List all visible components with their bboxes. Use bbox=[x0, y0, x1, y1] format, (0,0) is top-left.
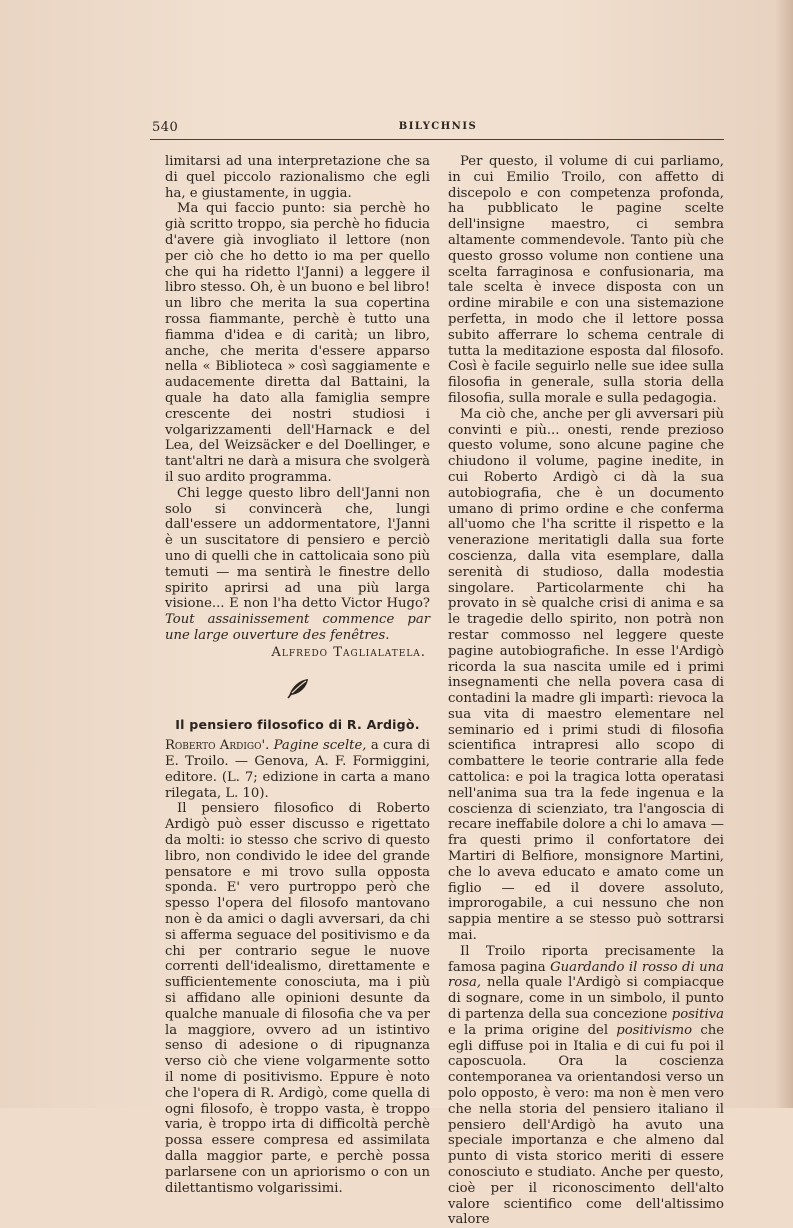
term-italic: positiva bbox=[671, 1007, 724, 1023]
left-column bbox=[165, 154, 430, 1196]
biblio-details: a cura di E. Troilo. — Genova, A. F. Formiggini, editore. (L. 7; edizione in carta a mano rilegata, L. 10). bbox=[165, 738, 431, 801]
biblio-author: Roberto Ardigo'. bbox=[165, 738, 270, 754]
running-title: BILYCHNIS bbox=[398, 121, 478, 132]
page-edge-shadow bbox=[775, 0, 793, 1108]
paragraph bbox=[448, 944, 724, 1228]
paragraph: limitarsi ad una interpretazione che sa di quel piccolo razionalismo che egli ha, e giustamente, in uggia. bbox=[165, 154, 430, 201]
leaf-ornament-icon bbox=[286, 677, 310, 699]
running-header bbox=[152, 120, 724, 140]
quote-italic: Tout assainissement commence par une large ouverture des fenêtres. bbox=[165, 612, 430, 643]
paragraph: Ma ciò che, anche per gli avversari più convinti e più... onesti, rende prezioso questo volume, sono alcune pagine che chiudono il volume, pagine inedite, in cui Roberto Ardigò ci dà la sua autobiografia, che è un documento umano di primo ordine e che conferma all'uomo che l'ha scritte il rispetto e la venerazione meritatigli dalla sua forte coscienza, dalla vita esemplare, dalla serenità di studioso, dalla modestia singolare. Particolarmente chi ha provato in sè qualche crisi di anima e sa le tragedie dello spirito, non potrà non restar commosso nel leggere queste pagine autobiografiche. In esse l'Ardigò ricorda la sua nascita umile ed i primi insegnamenti che nella povera casa di contadini la madre gli impartì: rievoca la sua vita di maestro elementare nel seminario ed i primi studi di filosofia scientifica intrapresi allo scopo di combattere le teorie contrarie alla fede cattolica: e poi la tragica lotta operatasi nell'anima sua tra la fede ingenua e la coscienza di scienziato, tra l'angoscia di recare ineffabile dolore a chi lo amava — fra questi primo il confortatore dei Martiri di Belfiore, monsignore Martini, che lo aveva educato e amato come un figlio — ed il dovere assoluto, improrogabile, a cui nessuno che non sappia mentire a se stesso può sottrarsi mai. bbox=[448, 406, 724, 944]
paragraph-text: che egli diffuse poi in Italia e di cui fu poi il caposcuola. Ora la coscienza contemporanea va orientandosi verso un polo opposto, è vero: ma non è men vero che nella storia del pensiero italiano il pensiero dell'Ardigò ha avuto una speciale importanza e che almeno dal punto di vista storico meriti di essere conosciuto e studiato. Anche per questo, cioè per il riconoscimento dell'alto valore scientifico come dell'altissimo valore bbox=[448, 1022, 724, 1228]
paragraph: Il pensiero filosofico di Roberto Ardigò può esser discusso e rigettato da molti: io stesso che scrivo di questo libro, non condivido le idee del grande pensatore e mi trovo sulla opposta sponda. E' vero purtroppo però che spesso l'opera del filosofo mantovano non è da amici o dagli avversari, da chi si afferma seguace del positivismo e da chi per contrario segue le nuove correnti dell'idealismo, direttamente e sufficientemente conosciuta, ma i più si affidano alle opinioni desunte da qualche manuale di filosofia che va per la maggiore, ovvero ad un istintivo senso di adesione o di ripugnanza verso ciò che viene volgarmente sotto il nome di positivismo. Eppure è noto che l'opera di R. Ardigò, come quella di ogni filosofo, è troppo vasta, è troppo varia, è troppo irta di difficoltà perchè possa essere compresa ed assimilata dalla maggior parte, e perchè possa parlarsene con un apriorismo o con un dilettantismo volgarissimi. bbox=[165, 801, 430, 1196]
biblio-title: Pagine scelte, bbox=[273, 738, 367, 754]
paragraph bbox=[165, 486, 430, 644]
fleuron-ornament bbox=[165, 677, 430, 703]
page-number: 540 bbox=[152, 120, 179, 135]
title-italic: Guardando il rosso di una rosa, bbox=[448, 959, 724, 991]
paragraph-text: e la prima origine del bbox=[448, 1022, 609, 1038]
section-title: Il pensiero filosofico di R. Ardigò. bbox=[175, 716, 420, 732]
bibliographic-entry bbox=[165, 738, 430, 801]
right-column bbox=[448, 154, 724, 1228]
paragraph-text: Il Troilo riporta precisamente la famosa pagina bbox=[448, 943, 724, 975]
paragraph: Ma qui faccio punto: sia perchè ho già scritto troppo, sia perchè ho fiducia d'avere già invogliato il lettore (non per ciò che ho detto io ma per quello che qui ha ridetto l'Janni) a leggere il libro stesso. Oh, è un buono e bel libro! un libro che merita la sua copertina rossa fiammante, perchè è tutto una fiamma d'idea e di carità; un libro, anche, che merita d'essere apparso nella « Biblioteca » così saggiamente e audacemente diretta dal Battaini, la quale ha dato alla famiglia sempre crescente dei nostri studiosi i volgarizzamenti dell'Harnack e del Lea, del Weizsäcker e del Doellinger, e tant'altri ne darà a misura che svolgerà il suo ardito programma. bbox=[165, 201, 430, 485]
author-signature: Alfredo Taglialatela. bbox=[271, 644, 426, 660]
paragraph-text: nella quale l'Ardigò si compiacque di sognare, come in un simbolo, il punto di partenza della sua concezione bbox=[448, 975, 724, 1023]
paragraph-text: Chi legge questo libro dell'Janni non solo si convincerà che, lungi dall'essere un addormentatore, l'Janni è un suscitatore di pensiero e perciò uno di quelli che in cattolicaia sono più temuti — ma sentirà le finestre dello spirito aprirsi ad una più larga visione... E non l'ha detto Victor Hugo? bbox=[165, 485, 430, 612]
term-italic: positivismo bbox=[616, 1022, 693, 1038]
header-rule bbox=[150, 139, 724, 140]
paragraph: Per questo, il volume di cui parliamo, in cui Emilio Troilo, con affetto di discepolo e con competenza profonda, ha pubblicato le pagine scelte dell'insigne maestro, ci sembra altamente commendevole. Tanto più che questo grosso volume non contiene una scelta farraginosa e confusionaria, ma tale scelta è invece disposta con un ordine mirabile e con una sistemazione perfetta, in modo che il lettore possa subito afferrare lo schema centrale di tutta la meditazione esposta dal filosofo. Così è facile seguirlo nelle sue idee sulla filosofia in generale, sulla storia della filosofia, sulla morale e sulla pedagogia. bbox=[448, 154, 724, 406]
